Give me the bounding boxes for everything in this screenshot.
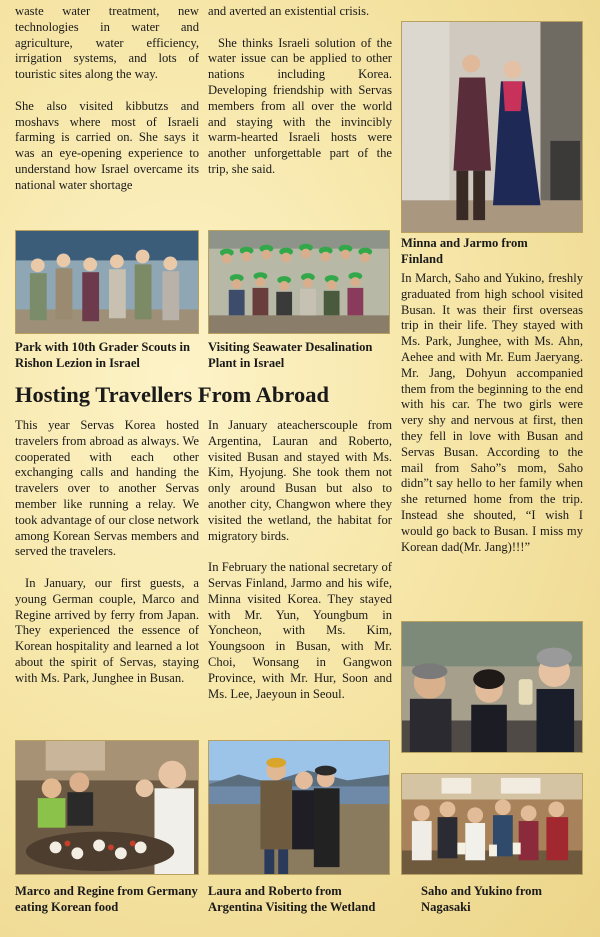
article-text-col3: [401, 271, 583, 555]
paragraph: In February the national secretary of Servas Finland, Jarmo and his wife, Minna visited Korea. They stayed with Mr. Yun, Youngbum in Yoncheon, with Ms. Kim, Youngsoon in Busan, with Mr. Choi, Wonsang in Gangwon Province, with Mr. Hur, Soon and Ms. Lee, Jaeyoun in Seoul.: [208, 560, 392, 701]
paragraph: She also visited kibbutzs and moshavs where most of Israeli farming is carried on. She says it was an eye-opening experience to understand how Israel overcame its national water shortage: [15, 98, 199, 192]
section-heading: Hosting Travellers From Abroad: [15, 382, 329, 407]
paragraph: In January, our first guests, a young German couple, Marco and Regine arrived by ferry from Japan. They experienced the essence of Korean hospitality and learned a lot about the spirit of Servas, staying with Ms. Park, Junghee in Busan.: [15, 575, 199, 685]
paragraph: waste water treatment, new technologies in water and agriculture, water efficiency, irrigation systems, and lots of touristic sites along the way.: [15, 4, 199, 82]
article-text-col1-hosting: [15, 418, 199, 687]
paragraph: In January ateacherscouple from Argentina, Lauran and Roberto, visited Busan and stayed with Ms. Kim, Hyojung. She took them not only around Busan but also to another city, Changwon where they visited the wetland, the habitat for migratory birds.: [208, 418, 392, 543]
photo-desalination: [208, 230, 390, 334]
photo-park-scouts: [15, 230, 199, 334]
photo-saho-yukino: [401, 773, 583, 875]
caption-minna-jarmo: Minna and Jarmo from Finland: [401, 236, 528, 266]
photo-minna-jarmo: [401, 21, 583, 233]
article-text-col2-hosting: [208, 418, 392, 702]
paragraph: and averted an existential crisis.: [208, 4, 370, 18]
article-text-col1-top: [15, 4, 199, 194]
caption-desalination: Visiting Seawater Desalination Plant in Israel: [208, 340, 373, 370]
photo-saho-selfie: [401, 621, 583, 753]
photo-laura-roberto: [208, 740, 390, 875]
caption-saho-yukino: Saho and Yukino from Nagasaki: [421, 884, 542, 914]
article-text-col2-top: [208, 4, 392, 178]
paragraph: This year Servas Korea hosted travelers from abroad as always. We cooperated with each other exchanging calls and handing the travelers over to another Servas member like running a relay. We took advantage of our close network among Korean Servas members and served the travelers.: [15, 418, 199, 559]
caption-marco-regine: Marco and Regine from Germany eating Korean food: [15, 884, 198, 914]
caption-park-scouts: Park with 10th Grader Scouts in Rishon Lezion in Israel: [15, 340, 191, 370]
caption-laura-roberto: Laura and Roberto from Argentina Visiting the Wetland: [208, 884, 376, 914]
paragraph: In March, Saho and Yukino, freshly graduated from high school visited Busan. It was their first overseas trip in their life. They stayed with Ms. Park, Junghee, with Ms. Ahn, Aehee and with Mr. Eum Jaeryang. Mr. Jang, Dohyun accompanied them from the beginning to the end with his car. The two girls were very shy and nervous at first, then they fell in love with Busan and Servas Busan. According to the mail from Saho”s mom, Saho didn”t say hello to her family when she returned home from the trip. Instead she shouted, “I wish I would go back to Busan. I miss my Korean dad(Mr. Jang)!!!”: [401, 271, 583, 554]
photo-marco-regine: [15, 740, 199, 875]
paragraph: She thinks Israeli solution of the water issue can be applied to other nations including Korea. Developing friendship with Servas members from all over the world and staying with the invincibly warm-hearted Israeli hosts were another unforgettable part of the trip, she said.: [208, 35, 392, 176]
